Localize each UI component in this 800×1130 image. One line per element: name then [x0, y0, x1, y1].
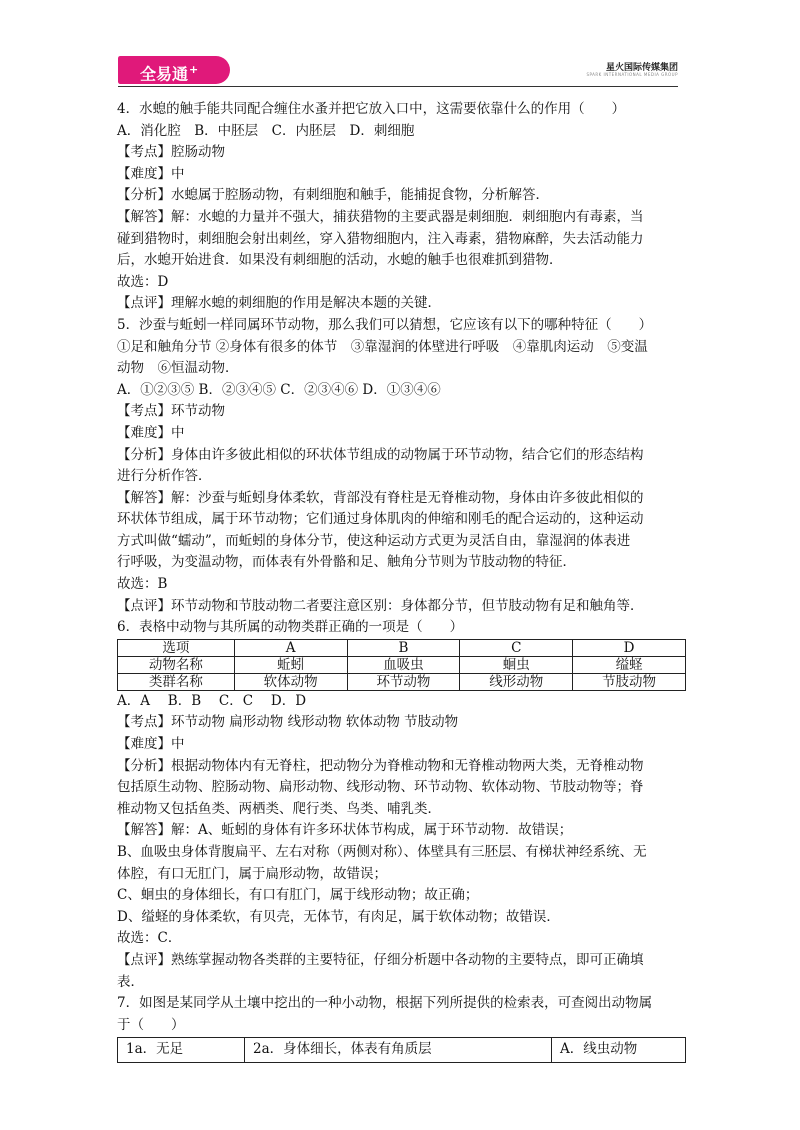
text-line: ①足和触角分节 ②身体有很多的体节 ③靠湿润的体壁进行呼吸 ④靠肌肉运动 ⑤变温 — [117, 338, 648, 355]
document-body — [117, 99, 687, 1063]
table-cell: D — [573, 639, 686, 656]
text-line: 7．如图是某同学从土壤中挖出的一种小动物，根据下列所提供的检索表，可查阅出动物属 — [117, 995, 653, 1012]
table-cell: 2a．身体细长，体表有角质层 — [245, 1038, 552, 1063]
text-line: 【难度】中 — [117, 736, 185, 753]
text-line: 【点评】熟练掌握动物各类群的主要特征，仔细分析题中各动物的主要特点，即可正确填 — [117, 951, 644, 968]
text-line: 于（ ） — [117, 1016, 185, 1033]
text-line: 体腔，有口无肛门，属于扁形动物，故错误； — [117, 865, 387, 882]
text-line: 椎动物又包括鱼类、两栖类、爬行类、鸟类、哺乳类． — [117, 800, 441, 817]
question7-key-table — [117, 1037, 686, 1063]
table-cell: 软体动物 — [234, 673, 347, 690]
text-line: 【解答】解：水螅的力量并不强大，捕获猎物的主要武器是刺细胞．刺细胞内有毒素，当 — [117, 208, 644, 225]
text-line: 【考点】环节动物 — [117, 403, 225, 420]
table-row — [118, 656, 686, 673]
text-line: A．A B．B C．C D．D — [117, 692, 307, 709]
text-line: D、缢蛏的身体柔软，有贝壳，无体节，有肉足，属于软体动物；故错误． — [117, 908, 560, 925]
text-line: 行呼吸，为变温动物，而体表有外骨骼和足、触角分节则为节肢动物的特征． — [117, 554, 576, 571]
text-line: 【难度】中 — [117, 424, 185, 441]
table-cell: A — [234, 639, 347, 656]
table-cell: 线形动物 — [460, 673, 573, 690]
table-cell: 缢蛏 — [573, 656, 686, 673]
publisher-name: 星火国际传媒集团 — [605, 63, 678, 73]
table-header-row — [118, 639, 686, 656]
text-line: 【难度】中 — [117, 165, 185, 182]
logo-text: 全易通 — [140, 64, 189, 84]
brand-logo — [118, 56, 230, 84]
table-row — [118, 673, 686, 690]
text-line: 后，水螅开始进食．如果没有刺细胞的活动，水螅的触手也很难抓到猎物． — [117, 252, 563, 269]
text-line: A．消化腔 B．中胚层 C．内胚层 D．刺细胞 — [117, 122, 415, 139]
table-cell: 环节动物 — [347, 673, 460, 690]
table-cell: 节肢动物 — [573, 673, 686, 690]
text-line: 4．水螅的触手能共同配合缠住水蚤并把它放入口中，这需要依靠什么的作用（ ） — [117, 101, 626, 117]
text-line: 【点评】理解水螅的刺细胞的作用是解决本题的关键． — [117, 295, 441, 312]
text-line: 【分析】根据动物体内有无脊柱，把动物分为脊椎动物和无脊椎动物两大类，无脊椎动物 — [117, 757, 644, 774]
table-cell: A．线虫动物 — [552, 1038, 686, 1063]
text-line: 方式叫做“蠕动”，而蚯蚓的身体分节，使这种运动方式更为灵活自由，靠湿润的体表进 — [117, 532, 631, 549]
table-cell: 蛔虫 — [460, 656, 573, 673]
text-line: 6．表格中动物与其所属的动物类群正确的一项是（ ） — [117, 619, 464, 636]
table-row — [118, 1038, 686, 1063]
text-line: 【解答】解：A、蚯蚓的身体有许多环状体节构成，属于环节动物．故错误； — [117, 822, 573, 839]
header-divider — [118, 86, 678, 87]
table-cell: 蚯蚓 — [234, 656, 347, 673]
text-line: 【分析】水螅属于腔肠动物，有刺细胞和触手，能捕捉食物，分析解答． — [117, 187, 549, 204]
table-cell: 选项 — [118, 639, 235, 656]
text-line: 动物 ⑥恒温动物． — [117, 360, 239, 377]
text-line: 【解答】解：沙蚕与蚯蚓身体柔软，背部没有脊柱是无脊椎动物，身体由许多彼此相似的 — [117, 489, 644, 506]
text-line: 碰到猎物时，刺细胞会射出刺丝，穿入猎物细胞内，注入毒素，猎物麻醉，失去活动能力 — [117, 230, 644, 247]
table-cell: C — [460, 639, 573, 656]
text-line: 进行分析作答． — [117, 468, 212, 485]
text-line: C、蛔虫的身体细长，有口有肛门，属于线形动物；故正确； — [117, 887, 479, 904]
publisher-name-en: SPARK INTERNATIONAL MEDIA GROUP — [586, 72, 678, 77]
text-line: 环状体节组成，属于环节动物；它们通过身体肌肉的伸缩和刚毛的配合运动的，这种运动 — [117, 511, 644, 528]
text-line: A．①②③⑤ B．②③④⑤ C．②③④⑥ D．①③④⑥ — [117, 381, 441, 398]
logo-plus: + — [189, 63, 199, 76]
text-line: 故选：B — [117, 576, 168, 593]
text-line: 包括原生动物、腔肠动物、扁形动物、线形动物、环节动物、软体动物、节肢动物等；脊 — [117, 779, 644, 796]
page-header — [118, 56, 678, 88]
table-cell: 类群名称 — [118, 673, 235, 690]
text-line: B、血吸虫身体背腹扁平、左右对称（两侧对称）、体壁具有三胚层、有梯状神经系统、无 — [117, 844, 647, 860]
text-line: 【分析】身体由许多彼此相似的环状体节组成的动物属于环节动物，结合它们的形态结构 — [117, 446, 644, 463]
text-line: 5．沙蚕与蚯蚓一样同属环节动物，那么我们可以猜想，它应该有以下的哪种特征（ ） — [117, 316, 653, 333]
text-line: 【考点】环节动物 扁形动物 线形动物 软体动物 节肢动物 — [117, 714, 459, 731]
text-line: 表． — [117, 973, 144, 990]
text-line: 【考点】腔肠动物 — [117, 144, 225, 161]
table-cell: 血吸虫 — [347, 656, 460, 673]
text-line: 故选：C． — [117, 930, 182, 947]
text-line: 【点评】环节动物和节肢动物二者要注意区别：身体都分节，但节肢动物有足和触角等． — [117, 597, 644, 614]
table-cell: B — [347, 639, 460, 656]
text-line: 故选：D — [117, 273, 169, 290]
question6-table — [117, 639, 686, 691]
table-cell: 动物名称 — [118, 656, 235, 673]
table-cell: 1a．无足 — [118, 1038, 245, 1063]
